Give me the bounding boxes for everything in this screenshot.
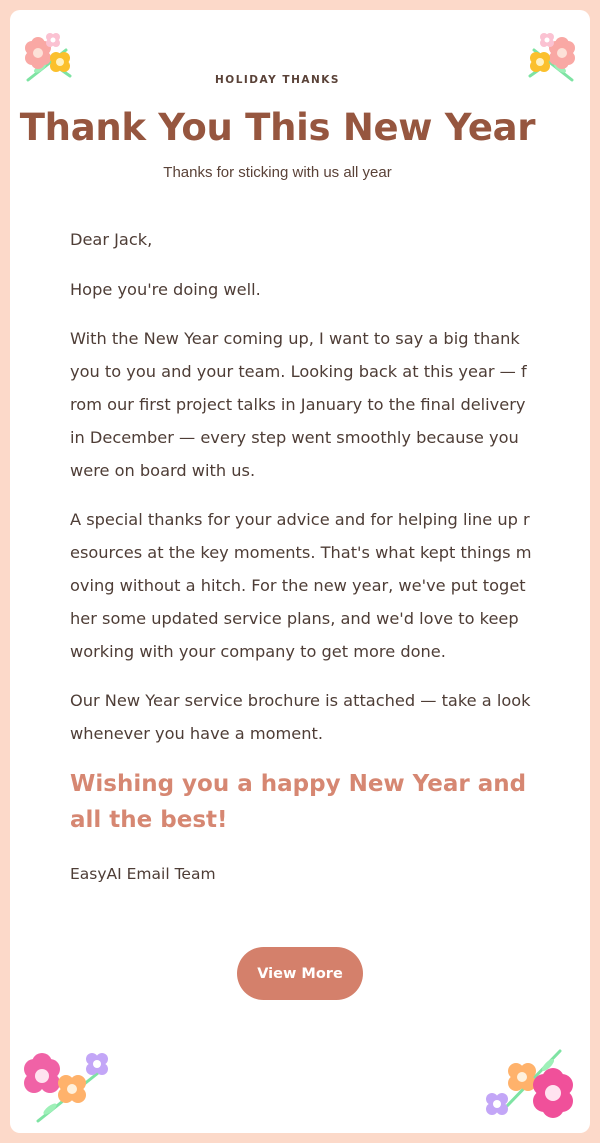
letter-body — [70, 223, 532, 907]
letter-paragraph: Our New Year service brochure is attached — take a look whenever you have a moment. — [70, 691, 531, 743]
view-more-button[interactable]: View More — [237, 947, 363, 1000]
flower-cluster-icon — [20, 1051, 116, 1125]
eyebrow-label: HOLIDAY THANKS — [215, 74, 340, 86]
page-subtitle: Thanks for sticking with us all year — [163, 164, 392, 181]
closing-wish: Wishing you a happy New Year and all the best! — [70, 771, 527, 833]
letter-paragraph: With the New Year coming up, I want to say a big thank you to you and your team. Looking back at this year — from our first project talks in January to the final delivery in December — every step went smoothly because you were on board with us. — [70, 329, 527, 480]
letter-greeting: Dear Jack, — [70, 230, 153, 249]
signature: EasyAI Email Team — [70, 865, 216, 883]
letter-paragraph: A special thanks for your advice and for helping line up resources at the key moments. That's what kept things moving without a hitch. For the new year, we've put together some updated service plans, and we'd love to keep working with your company to get more done. — [70, 510, 532, 661]
letter-paragraph: Hope you're doing well. — [70, 280, 261, 299]
page-title: Thank You This New Year — [19, 106, 536, 149]
email-card — [10, 10, 590, 1133]
flower-cluster-icon — [486, 1045, 582, 1125]
